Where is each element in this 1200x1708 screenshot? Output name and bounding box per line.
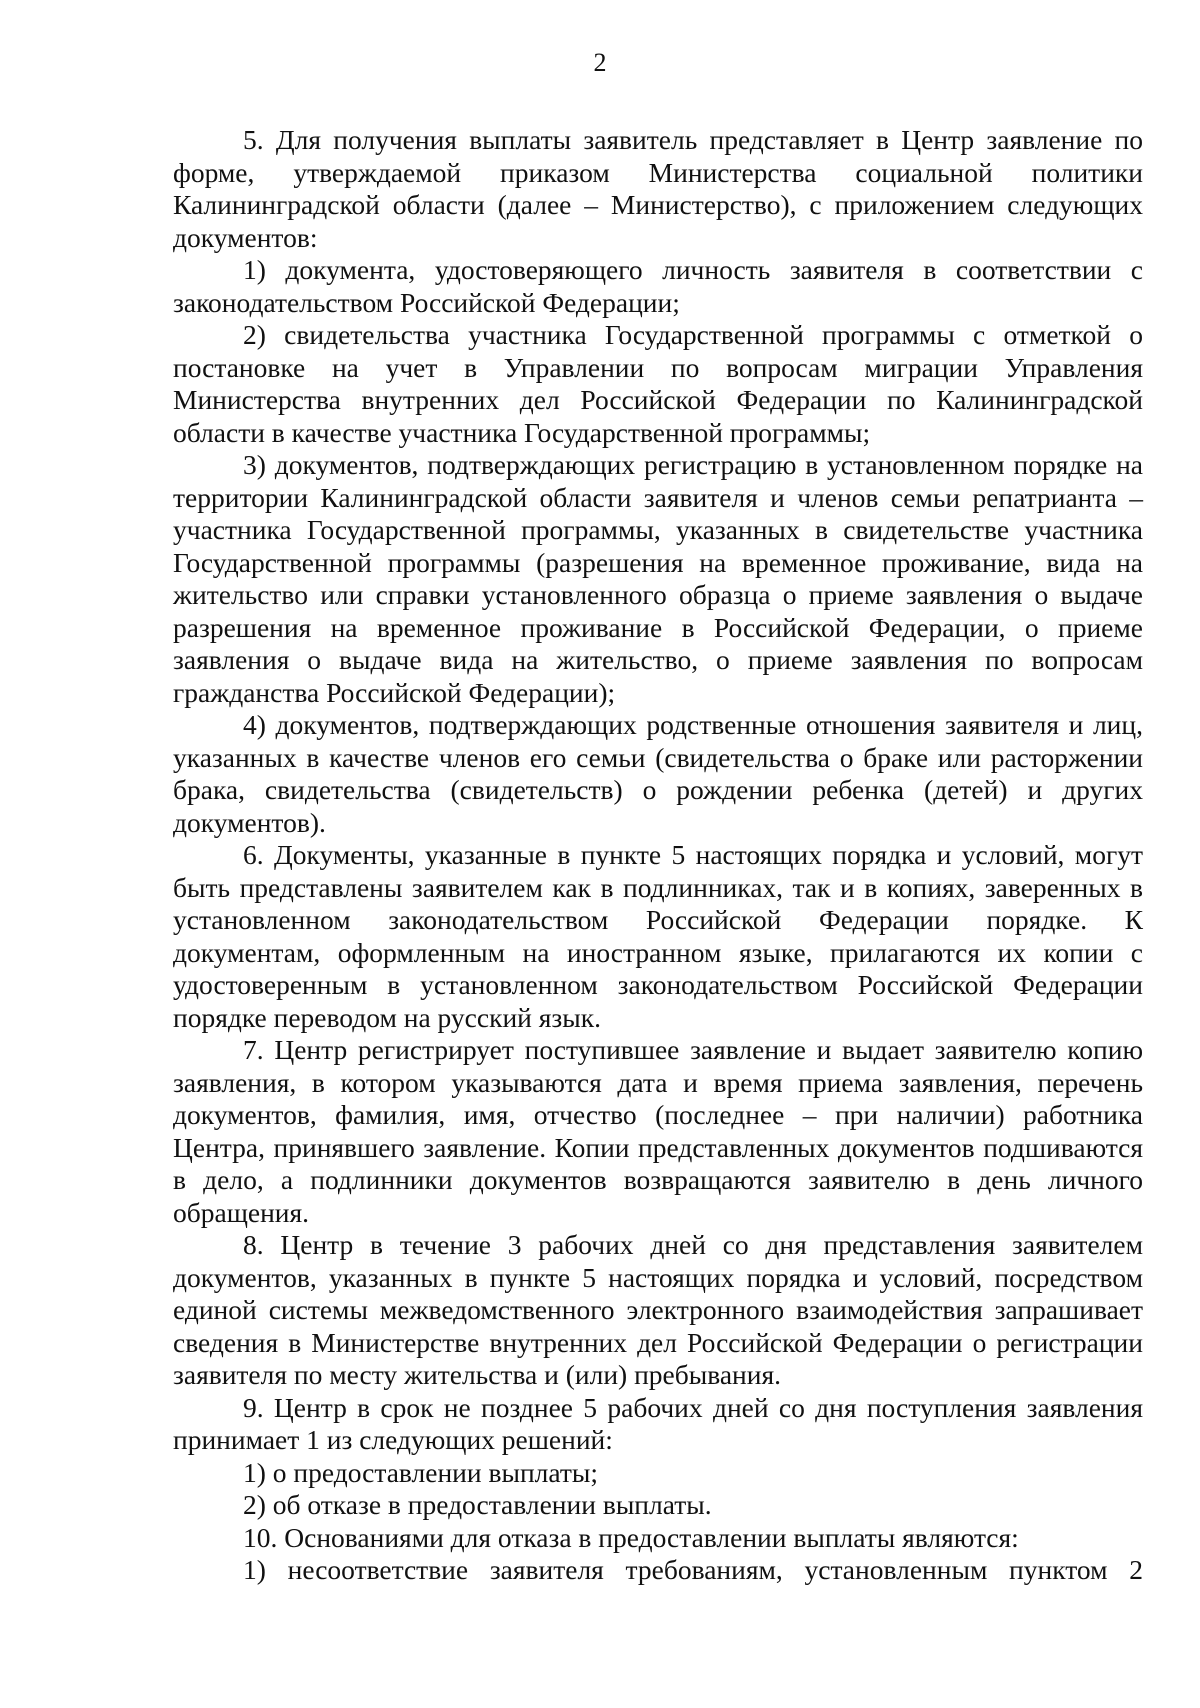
paragraph-item-7: 7. Центр регистрирует поступившее заявление и выдает заявителю копию заявления, в котором указываются дата и время приема заявления, перечень документов, фамилия, имя, отчество (последнее – при наличии) работника Центра, принявшего заявление. Копии представленных документов подшиваются в дело, а подлинники документов возвращаются заявителю в день личного обращения. bbox=[173, 1034, 1143, 1228]
paragraph-item-10-1: 1) несоответствие заявителя требованиям, установленным пунктом 2 bbox=[243, 1554, 1143, 1585]
paragraph-item-6: 6. Документы, указанные в пункте 5 настоящих порядка и условий, могут быть представлены заявителем как в подлинниках, так и в копиях, заверенных в установленном законодательством Российской Федерации порядке. К документам, оформленным на иностранном языке, прилагаются их копии с удостоверенным в установленном законодательством Российской Федерации порядке переводом на русский язык. bbox=[173, 839, 1143, 1033]
paragraph-item-5-3: 3) документов, подтверждающих регистрацию в установленном порядке на территории Калининградской области заявителя и членов семьи репатрианта – участника Государственной программы, указанных в свидетельстве участника Государственной программы (разрешения на временное проживание, вида на жительство или справки установленного образца о приеме заявления о выдаче разрешения на временное проживание в Российской Федерации, о приеме заявления о выдаче вида на жительство, о приеме заявления по вопросам гражданства Российской Федерации); bbox=[173, 449, 1143, 708]
paragraph-item-9-1: 1) о предоставлении выплаты; bbox=[243, 1456, 599, 1488]
paragraph-item-9-2: 2) об отказе в предоставлении выплаты. bbox=[243, 1489, 712, 1520]
paragraph-item-5-4: 4) документов, подтверждающих родственные отношения заявителя и лиц, указанных в качестве членов его семьи (свидетельства о браке или расторжении брака, свидетельства (свидетельств) о рождении ребенка (детей) и других документов). bbox=[173, 709, 1143, 838]
paragraph-item-8: 8. Центр в течение 3 рабочих дней со дня представления заявителем документов, указанных в пункте 5 настоящих порядка и условий, посредством единой системы межведомственного электронного взаимодействия запрашивает сведения в Министерстве внутренних дел Российской Федерации о регистрации заявителя по месту жительства и (или) пребывания. bbox=[173, 1229, 1143, 1390]
page-number: 2 bbox=[593, 48, 607, 77]
paragraph-item-10: 10. Основаниями для отказа в предоставлении выплаты являются: bbox=[243, 1521, 1019, 1553]
document-body bbox=[173, 124, 1143, 1587]
paragraph-item-5: 5. Для получения выплаты заявитель представляет в Центр заявление по форме, утверждаемой приказом Министерства социальной политики Калининградской области (далее – Министерство), с приложением следующих документов: bbox=[173, 124, 1143, 253]
paragraph-item-5-1: 1) документа, удостоверяющего личность заявителя в соответствии с законодательством Российской Федерации; bbox=[173, 254, 1143, 318]
paragraph-item-9: 9. Центр в срок не позднее 5 рабочих дней со дня поступления заявления принимает 1 из следующих решений: bbox=[173, 1391, 1143, 1455]
paragraph-item-5-2: 2) свидетельства участника Государственной программы с отметкой о постановке на учет в Управлении по вопросам миграции Управления Министерства внутренних дел Российской Федерации по Калининградской области в качестве участника Государственной программы; bbox=[173, 319, 1143, 448]
